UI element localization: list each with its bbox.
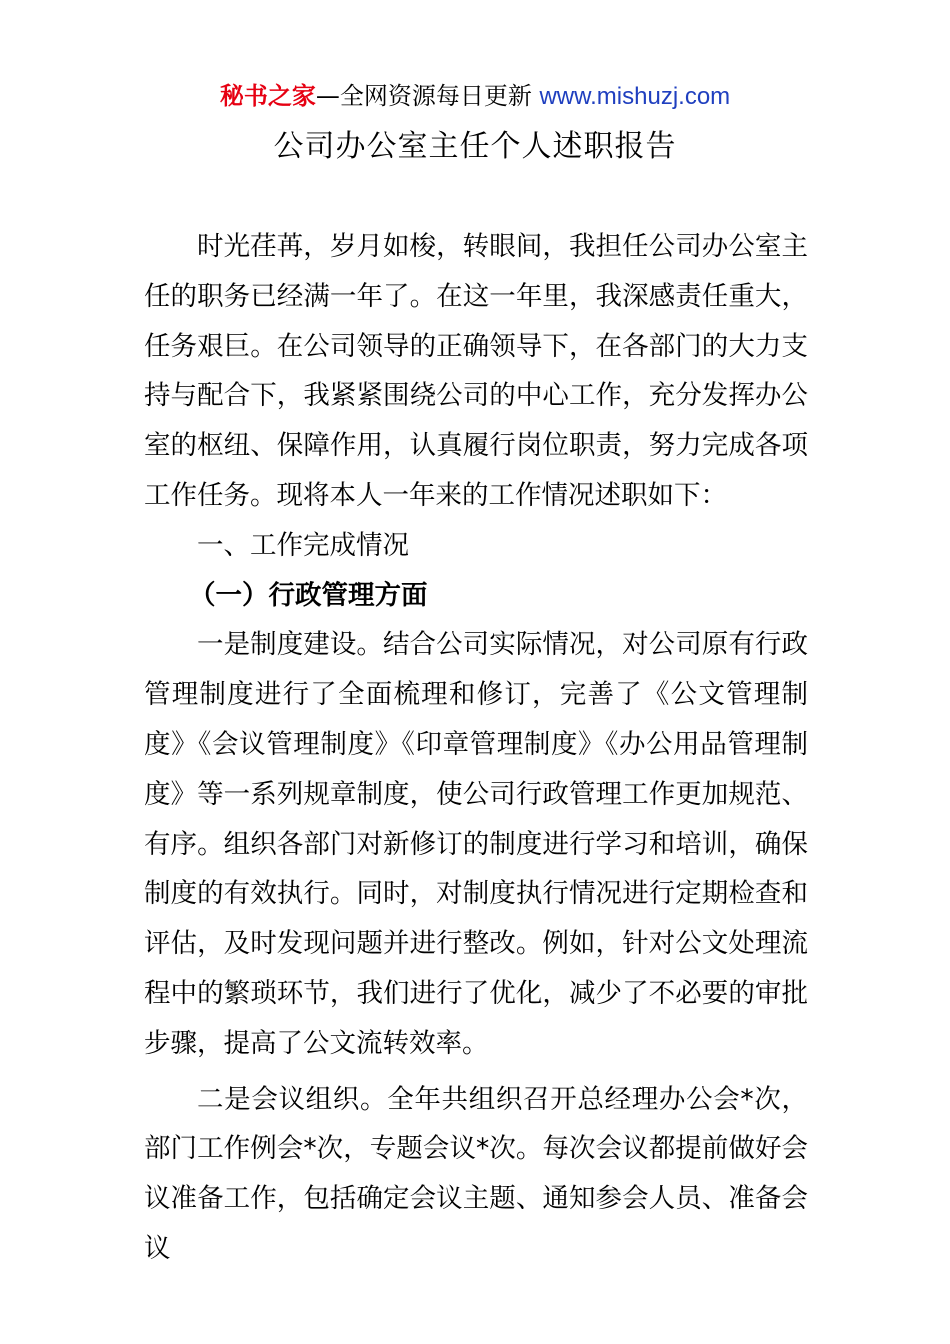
banner-brand: 秘书之家 — [219, 82, 316, 110]
document-body — [144, 222, 808, 1274]
intro-paragraph: 时光荏苒，岁月如梭，转眼间，我担任公司办公室主任的职务已经满一年了。在这一年里，我深感责任重大，任务艰巨。在公司领导的正确领导下，在各部门的大力支持与配合下，我紧紧围绕公司的中心工作，充分发挥办公室的枢纽、保障作用，认真履行岗位职责，努力完成各项工作任务。现将本人一年来的工作情况述职如下： — [144, 231, 808, 511]
banner-tagline: —全网资源每日更新 — [315, 82, 540, 110]
paragraph-system-building: 一是制度建设。结合公司实际情况，对公司原有行政管理制度进行了全面梳理和修订，完善了《公文管理制度》《会议管理制度》《印章管理制度》《办公用品管理制度》等一系列规章制度，使公司行政管理工作更加规范、有序。组织各部门对新修订的制度进行学习和培训，确保制度的有效执行。同时，对制度执行情况进行定期检查和评估，及时发现问题并进行整改。例如，针对公文处理流程中的繁琐环节，我们进行了优化，减少了不必要的审批步骤，提高了公文流转效率。 — [144, 629, 808, 1059]
banner-site-link[interactable]: www.mishuzj.com — [539, 83, 731, 110]
site-banner — [0, 80, 950, 113]
subsection-heading-administration: （一）行政管理方面 — [189, 579, 428, 611]
paragraph-meeting-organization: 二是会议组织。全年共组织召开总经理办公会*次，部门工作例会*次，专题会议*次。每次会议都提前做好会议准备工作，包括确定会议主题、通知参会人员、准备会议 — [144, 1083, 808, 1264]
section-heading-work-completion: 一、工作完成情况 — [197, 529, 409, 561]
document-title: 公司办公室主任个人述职报告 — [273, 129, 677, 164]
